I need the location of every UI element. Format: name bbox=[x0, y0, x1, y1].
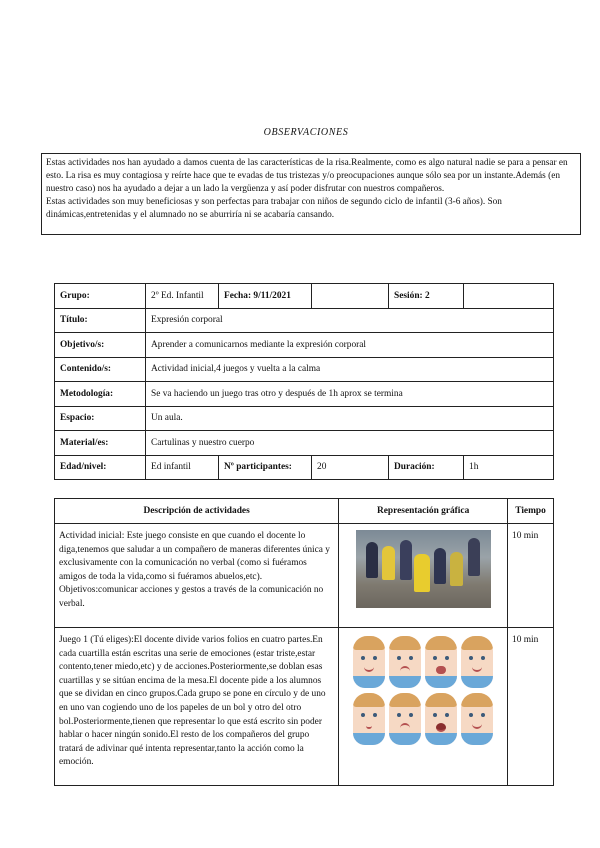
activities-table bbox=[54, 498, 554, 786]
children-playing-photo bbox=[356, 530, 491, 608]
observations-paragraph: Estas actividades son muy beneficiosas y son perfectas para trabajar con niños de segundo ciclo de infantil (3-6 años). Son dinámicas,entretenidas y el alumnado no se aburriría ni se acabaría cansando. bbox=[46, 197, 502, 220]
table-row bbox=[55, 406, 554, 431]
table-row bbox=[55, 357, 554, 382]
activity-description bbox=[55, 524, 339, 628]
table-header-row bbox=[55, 499, 554, 524]
face-image bbox=[425, 693, 457, 745]
observations-box bbox=[41, 153, 581, 235]
objetivo-value: Aprender a comunicarnos mediante la expresión corporal bbox=[146, 333, 554, 358]
contenido-value: Actividad inicial,4 juegos y vuelta a la calma bbox=[146, 357, 554, 382]
activity-time: 10 min bbox=[508, 628, 554, 786]
observations-paragraph: Estas actividades nos han ayudado a damos cuenta de las características de la risa.Realmente, como es algo natural nadie se para a pensar en esto. La risa es muy contagiosa y reírte hace que te evadas de tus tristezas y/o preocupaciones aunque sólo sea por un instante.Además (en nuestro caso) nos ha ayudado a dejar a un lado la vergüenza y así poder disfrutar con nuestros compañeros. bbox=[46, 158, 568, 194]
face-image bbox=[461, 636, 493, 688]
activity-representation bbox=[339, 628, 508, 786]
emotion-faces-image bbox=[343, 634, 503, 745]
face-image bbox=[425, 636, 457, 688]
espacio-value: Un aula. bbox=[146, 406, 554, 431]
edad-value: Ed infantil bbox=[146, 455, 219, 480]
materiales-label: Material/es: bbox=[55, 431, 146, 456]
face-image bbox=[389, 693, 421, 745]
face-image bbox=[353, 693, 385, 745]
time-header: Tiempo bbox=[508, 499, 554, 524]
metodologia-label: Metodología: bbox=[55, 382, 146, 407]
edad-label: Edad/nivel: bbox=[55, 455, 146, 480]
session-table bbox=[54, 283, 554, 480]
activity-time: 10 min bbox=[508, 524, 554, 628]
observations-title: OBSERVACIONES bbox=[263, 127, 349, 138]
metodologia-value: Se va haciendo un juego tras otro y después de 1h aprox se termina bbox=[146, 382, 554, 407]
table-row bbox=[55, 382, 554, 407]
grupo-label: Grupo: bbox=[55, 284, 146, 309]
table-row bbox=[55, 524, 554, 628]
titulo-value: Expresión corporal bbox=[146, 308, 554, 333]
face-image bbox=[389, 636, 421, 688]
face-image bbox=[353, 636, 385, 688]
table-row bbox=[55, 628, 554, 786]
activity-text: Objetivos:comunicar acciones y gestos a través de la comunicación no verbal. bbox=[59, 585, 324, 609]
objetivo-label: Objetivo/s: bbox=[55, 333, 146, 358]
table-row bbox=[55, 455, 554, 480]
activity-description bbox=[55, 628, 339, 786]
duracion-label: Duración: bbox=[389, 455, 464, 480]
activity-text: Actividad inicial: Este juego consiste en que cuando el docente lo diga,tenemos que saludar a un compañero de maneras diferentes única y exclusivamente con la comunicación no verbal (como si fuéramos amigos de toda la vida,como si fuéramos abuelos,etc). bbox=[59, 531, 330, 582]
description-header: Descripción de actividades bbox=[55, 499, 339, 524]
face-image bbox=[461, 693, 493, 745]
sesion-empty bbox=[464, 284, 554, 309]
duracion-value: 1h bbox=[464, 455, 554, 480]
fecha-label: Fecha: 9/11/2021 bbox=[219, 284, 312, 309]
espacio-label: Espacio: bbox=[55, 406, 146, 431]
table-row bbox=[55, 284, 554, 309]
titulo-label: Título: bbox=[55, 308, 146, 333]
table-row bbox=[55, 333, 554, 358]
grupo-value: 2º Ed. Infantil bbox=[146, 284, 219, 309]
participantes-label: Nº participantes: bbox=[219, 455, 312, 480]
representation-header: Representación gráfica bbox=[339, 499, 508, 524]
materiales-value: Cartulinas y nuestro cuerpo bbox=[146, 431, 554, 456]
participantes-value: 20 bbox=[312, 455, 389, 480]
fecha-empty bbox=[312, 284, 389, 309]
sesion-label: Sesión: 2 bbox=[389, 284, 464, 309]
activity-representation bbox=[339, 524, 508, 628]
activity-text: Juego 1 (Tú eliges):El docente divide varios folios en cuatro partes.En cada cuartilla están escritas una serie de emociones (estar triste,estar contento,tener miedo,etc) y de acciones.Posteriormente,se doblan esas cuartillas y se sitúan encima de la mesa.El docente pide a los alumnos que se dividan en cinco grupos.Cada grupo se pone en círculo y de uno en uno van cogiendo uno de los papeles de un bol y otro del otro bol.Posteriormente,tienen que representar lo que está escrito sin poder hablar o hacer ningún sonido.El resto de los compañeros del grupo tratará de adivinar qué intenta representar,tanto la acción como la emoción. bbox=[59, 635, 326, 768]
table-row bbox=[55, 308, 554, 333]
table-row bbox=[55, 431, 554, 456]
contenido-label: Contenido/s: bbox=[55, 357, 146, 382]
